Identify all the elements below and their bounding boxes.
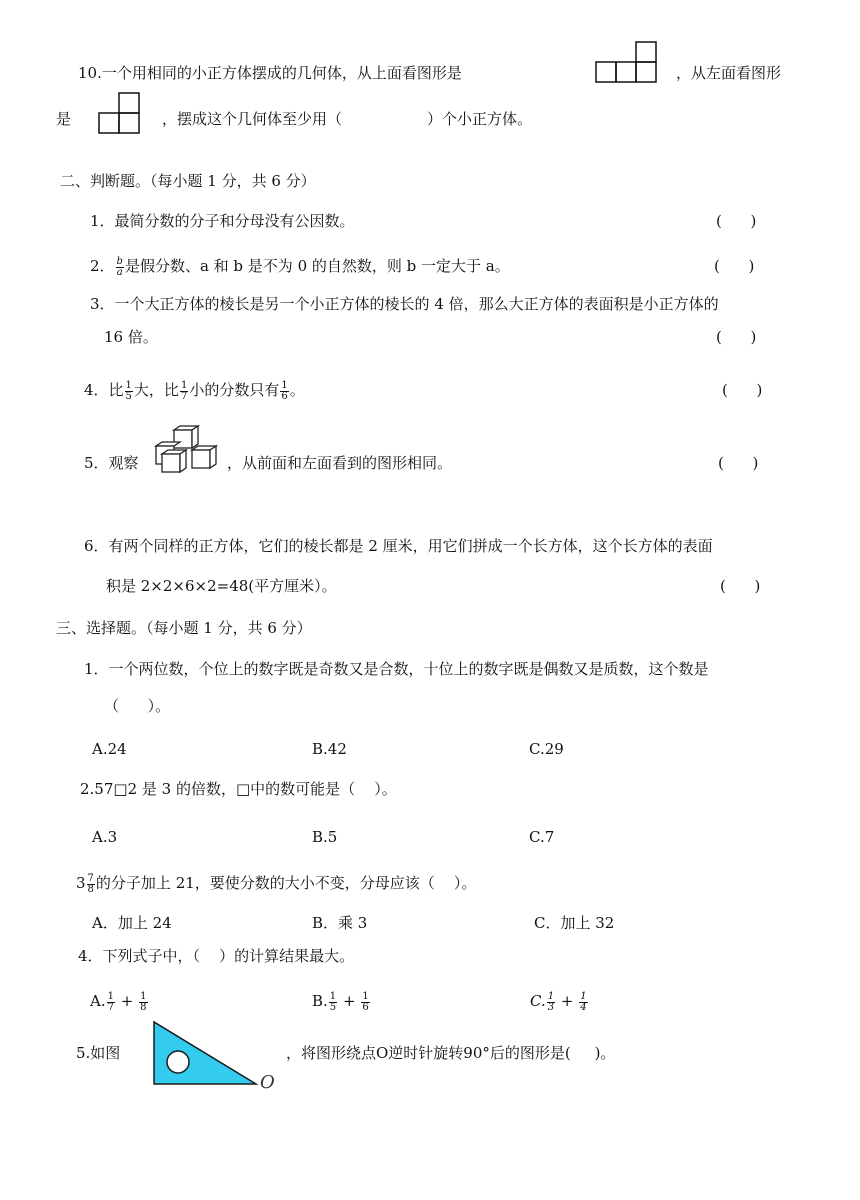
q10-text-3: 是 <box>56 110 72 128</box>
s3-q3-option-c: C．加上 32 <box>534 914 615 932</box>
s2-q2-prefix: 2． <box>90 257 115 275</box>
s2-q2-answer-blank: ( ) <box>714 257 755 275</box>
cube-stack-figure <box>150 424 226 484</box>
s3-q2-option-c: C.7 <box>529 828 555 846</box>
s3-q4-text: 4．下列式子中，（ ）的计算结果最大。 <box>78 947 355 965</box>
s2-q4-answer-blank: ( ) <box>722 381 763 399</box>
fraction-1-5: $\frac{1}{5}$ <box>125 379 132 402</box>
q10-text-4: ，摆成这个几何体至少用（ <box>162 110 343 128</box>
q10-text-5: ）个小正方体。 <box>427 110 533 128</box>
top-view-figure <box>595 41 659 83</box>
s3-q1-line2: （ ）。 <box>104 697 171 715</box>
s2-q6-line1: 6．有两个同样的正方体，它们的棱长都是 2 厘米，用它们拼成一个长方体，这个长方体的表面 <box>84 537 713 555</box>
s3-q5-text-b: ，将图形绕点O逆时针旋转90°后的图形是( )。 <box>286 1044 616 1062</box>
section2-heading: 二、判断题。（每小题 1 分，共 6 分） <box>60 172 316 190</box>
s3-q2-text: 2.57□2 是 3 的倍数，□中的数可能是（ ）。 <box>80 780 397 798</box>
fraction-7-8: $\frac{7}{8}$ <box>87 872 94 895</box>
s3-q3-option-b: B．乘 3 <box>312 914 368 932</box>
s2-q6-answer-blank: ( ) <box>720 577 761 595</box>
triangle-with-circle-figure <box>150 1018 280 1090</box>
q10-text-2: ，从左面看图形 <box>676 64 782 82</box>
s2-q3-line1: 3．一个大正方体的棱长是另一个小正方体的棱长的 4 倍，那么大正方体的表面积是小正方体的 <box>90 295 719 313</box>
s3-q4-option-a: A. $\frac{1}{7}$ + $\frac{1}{8}$ <box>90 990 147 1013</box>
fraction-1-6: $\frac{1}{6}$ <box>281 379 288 402</box>
s3-q4-option-c: C. $\frac{1}{3}$ + $\frac{1}{4}$ <box>530 990 587 1013</box>
s2-q1-answer-blank: ( ) <box>716 212 757 230</box>
s2-q2-body: 是假分数、a 和 b 是不为 0 的自然数，则 b 一定大于 a。 <box>124 257 510 275</box>
s2-q5-answer-blank: ( ) <box>718 454 759 472</box>
s2-q3-answer-blank: ( ) <box>716 328 757 346</box>
section3-heading: 三、选择题。（每小题 1 分，共 6 分） <box>56 619 312 637</box>
s2-q5-text-a: 5．观察 <box>84 454 139 472</box>
s3-q1-option-b: B.42 <box>312 740 347 758</box>
s2-q6-line2: 积是 2×2×6×2=48(平方厘米）。 <box>106 577 337 595</box>
s3-q5-text-a: 5.如图 <box>76 1044 121 1062</box>
s2-q4-text: 4．比 $\frac{1}{5}$ 大，比 $\frac{1}{7}$ 小的分数只有 $\frac{1}{6}$ 。 <box>84 379 305 402</box>
fraction-1-7: $\frac{1}{7}$ <box>180 379 188 402</box>
s3-q3-option-a: A．加上 24 <box>92 914 172 932</box>
s3-q3-text: 3 $\frac{7}{8}$ 的分子加上 21，要使分数的大小不变，分母应该（ ）。 <box>76 872 477 895</box>
point-o-label: O <box>260 1072 275 1090</box>
s3-q4-option-b: B. $\frac{1}{5}$ + $\frac{1}{6}$ <box>312 990 369 1013</box>
s2-q1-text: 1．最简分数的分子和分母没有公因数。 <box>90 212 355 230</box>
s3-q1-option-c: C.29 <box>529 740 564 758</box>
s2-q3-line2: 16 倍。 <box>104 328 158 346</box>
q10-text-1: 10.一个用相同的小正方体摆成的几何体，从上面看图形是 <box>78 64 462 82</box>
s2-q2-text <box>90 255 510 278</box>
s3-q1-line1: 1．一个两位数，个位上的数字既是奇数又是合数，十位上的数字既是偶数又是质数，这个数是 <box>84 660 709 678</box>
s3-q2-option-b: B.5 <box>312 828 338 846</box>
s3-q2-option-a: A.3 <box>92 828 118 846</box>
s3-q1-option-a: A.24 <box>92 740 127 758</box>
fraction-b-over-a: $\frac{b}{a}$ <box>116 255 123 278</box>
left-view-figure <box>98 92 142 134</box>
s2-q5-text-b: ，从前面和左面看到的图形相同。 <box>227 454 453 472</box>
